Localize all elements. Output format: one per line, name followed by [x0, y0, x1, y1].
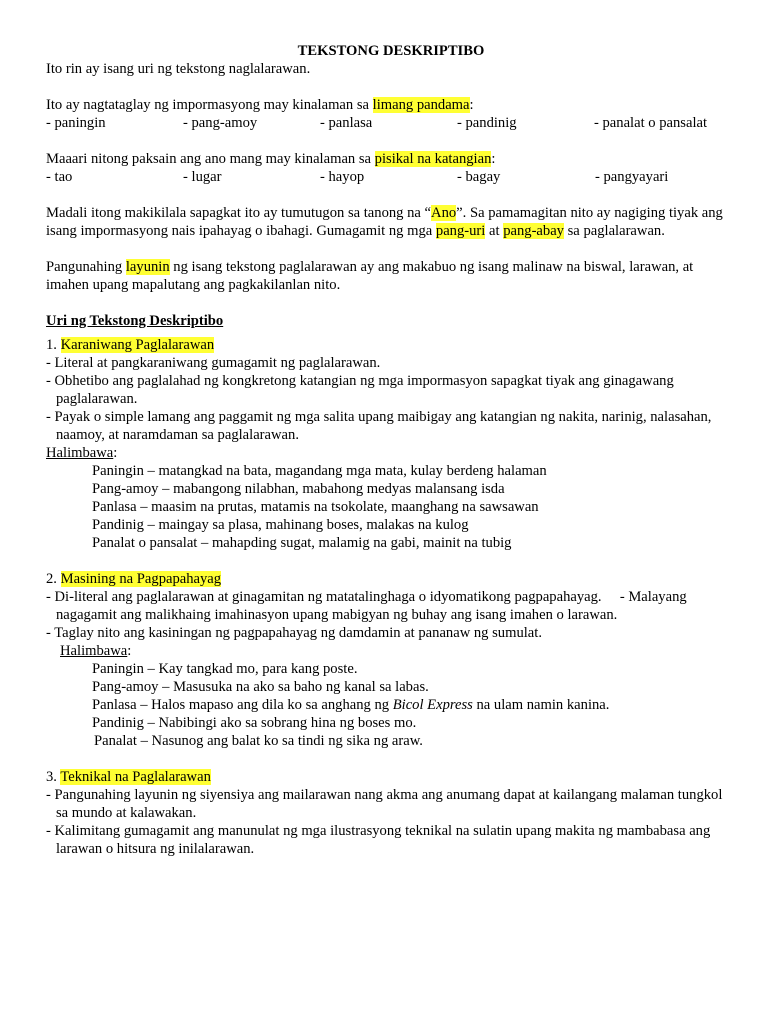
sense-item: - paningin: [46, 115, 106, 131]
type1-bullet: - Obhetibo ang paglalahad ng kongkretong katangian ng mga impormasyon sapagkat tiyak ang ginagawang paglalarawan.: [46, 373, 674, 407]
type2-bullet: - Taglay nito ang kasiningan ng pagpapahayag ng damdamin at pananaw ng sumulat.: [46, 625, 542, 641]
highlight-karaniwang-paglalarawan: Karaniwang Paglalarawan: [60, 337, 215, 353]
intro-line: Ito rin ay isang uri ng tekstong naglalarawan.: [46, 61, 311, 77]
type2-example: Paningin – Kay tangkad mo, para kang poste.: [92, 661, 358, 677]
sense-item: - pang-amoy: [183, 115, 258, 131]
type1-example: Pang-amoy – mabangong nilabhan, mabahong medyas malansang isda: [92, 481, 505, 497]
spacer: [46, 186, 736, 204]
highlight-ano: Ano: [431, 205, 457, 221]
type1-example-label: Halimbawa:: [46, 445, 118, 461]
spacer: [46, 78, 736, 96]
recognize-paragraph: Madali itong makikilala sapagkat ito ay tumutugon sa tanong na “Ano”. Sa pamamagitan nito ay nagiging tiyak ang isang impormasyong nais ipahayag o ibahagi. Gumagamit ng mga pang-uri at pang-abay sa paglalarawan.: [46, 205, 723, 239]
types-heading: Uri ng Tekstong Deskriptibo: [46, 313, 224, 329]
highlight-limang-pandama: limang pandama: [372, 97, 470, 113]
document-title: TEKSTONG DESKRIPTIBO: [297, 43, 485, 59]
physical-item: - hayop: [320, 169, 365, 185]
spacer: [46, 294, 736, 312]
highlight-teknikal-na-paglalarawan: Teknikal na Paglalarawan: [60, 769, 211, 785]
highlight-pang-uri: pang-uri: [435, 223, 486, 239]
type2-example: Pang-amoy – Masusuka na ako sa baho ng kanal sa labas.: [92, 679, 429, 695]
spacer: [46, 132, 736, 150]
type1-example: Pandinig – maingay sa plasa, mahinang boses, malakas na kulog: [92, 517, 469, 533]
type1-bullet: - Literal at pangkaraniwang gumagamit ng paglalarawan.: [46, 355, 381, 371]
type2-heading: 2. Masining na Pagpapahayag: [46, 571, 222, 587]
spacer: [46, 552, 736, 570]
type1-example: Panalat o pansalat – mahapding sugat, malamig na gabi, mainit na tubig: [92, 535, 512, 551]
sense-item: - panalat o pansalat: [594, 115, 708, 131]
physical-item: - bagay: [457, 169, 501, 185]
sense-item: - panlasa: [320, 115, 373, 131]
senses-lead: Ito ay nagtataglay ng impormasyong may kinalaman sa limang pandama:: [46, 97, 474, 113]
type2-example: Pandinig – Nabibingi ako sa sobrang hina ng boses mo.: [92, 715, 417, 731]
physical-item: - pangyayari: [595, 169, 669, 185]
physical-lead: Maaari nitong paksain ang ano mang may kinalaman sa pisikal na katangian:: [46, 151, 496, 167]
physical-item: - tao: [46, 169, 73, 185]
type1-heading: 1. Karaniwang Paglalarawan: [46, 337, 215, 353]
document-page: [46, 42, 736, 858]
type2-example-label: Halimbawa:: [60, 643, 132, 659]
highlight-masining-na-pagpapahayag: Masining na Pagpapahayag: [60, 571, 222, 587]
type1-bullet: - Payak o simple lamang ang paggamit ng mga salita upang maibigay ang katangian ng nakita, narinig, nalasahan, naamoy, at naramdaman sa paglalarawan.: [46, 409, 712, 443]
goal-paragraph: Pangunahing layunin ng isang tekstong paglalarawan ay ang makabuo ng isang malinaw na biswal, larawan, at imahen upang mapalutang ang pagkakilanlan nito.: [46, 259, 694, 293]
physical-item: - lugar: [183, 169, 222, 185]
sense-item: - pandinig: [457, 115, 517, 131]
type1-example: Panlasa – maasim na prutas, matamis na tsokolate, maanghang na sawsawan: [92, 499, 539, 515]
type3-bullet: - Kalimitang gumagamit ang manunulat ng mga ilustrasyong teknikal na sulatin upang makita ng mambabasa ang larawan o hitsura ng inilalarawan.: [46, 823, 711, 857]
physical-list: [46, 168, 736, 186]
highlight-pisikal-na-katangian: pisikal na katangian: [374, 151, 492, 167]
type2-example: Panalat – Nasunog ang balat ko sa tindi ng sika ng araw.: [94, 733, 423, 749]
type1-example: Paningin – matangkad na bata, magandang mga mata, kulay berdeng halaman: [92, 463, 547, 479]
spacer: [46, 750, 736, 768]
spacer: [46, 240, 736, 258]
type3-bullet: - Pangunahing layunin ng siyensiya ang mailarawan nang akma ang anumang dapat at kailangang malaman tungkol sa mundo at kalawakan.: [46, 787, 723, 821]
highlight-layunin: layunin: [125, 259, 170, 275]
type2-bullet: - Di-literal ang paglalarawan at ginagamitan ng matatalinghaga o idyomatikong pagpapahayag. - Malayang nagagamit ang malikhaing imahinasyon upang mabigyan ng buhay ang isang imahen o larawan.: [46, 589, 687, 623]
highlight-pang-abay: pang-abay: [503, 223, 564, 239]
type2-example: Panlasa – Halos mapaso ang dila ko sa anghang ng Bicol Express na ulam namin kanina.: [92, 697, 610, 713]
senses-list: [46, 114, 736, 132]
type3-heading: 3. Teknikal na Paglalarawan: [46, 769, 211, 785]
